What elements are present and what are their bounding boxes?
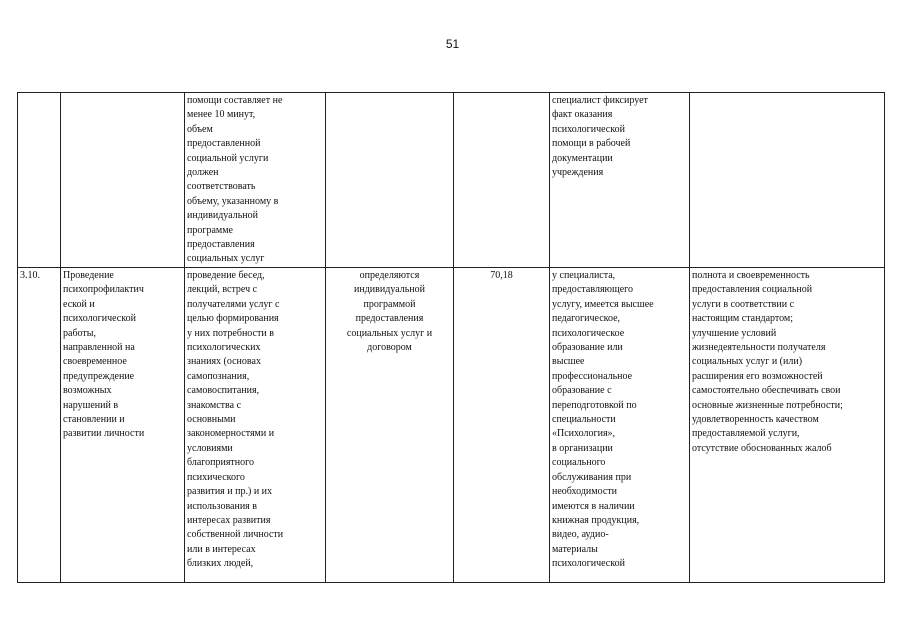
- cell-cost: [454, 268, 550, 583]
- page-number: 51: [445, 37, 460, 51]
- cell-indicators-text: полнота и своевременность предоставления социальной услуги в соответствии с настоящим стандартом; улучшение условий жизнедеятельности получателя социальных услуг и (или) расширения его возможностей самостоятельно обеспечивать свои основные жизненные потребности; удовлетворенность качеством предоставляемой услуги, отсутствие обоснованных жалоб: [692, 270, 843, 454]
- cell-number-text: 3.10.: [20, 270, 40, 281]
- cell-conditions: [550, 93, 690, 268]
- cell-cost-text: 70,18: [490, 270, 513, 281]
- table-row: [18, 93, 885, 268]
- cell-conditions-text: специалист фиксирует факт оказания психологической помощи в рабочей документации учреждения: [552, 95, 648, 179]
- cell-description-text: проведение бесед, лекций, встреч с получателями услуг с целью формирования у них потребности в психологических знаниях (основах самопознания, самовоспитания, знакомства с основными закономерностями и условиями благоприятного психического развития и пр.) и их использования в интересах развития собственной личности или в интересах близких людей,: [187, 270, 284, 570]
- cell-service-name: [61, 268, 185, 583]
- cell-term-text: определяются индивидуальной программой предоставления социальных услуг и договором: [346, 270, 433, 354]
- cell-service-name-text: Проведение психопрофилактич еской и психологической работы, направленной на своевременное предупреждение возможных нарушений в становлении и развитии личности: [63, 270, 145, 440]
- cell-term: [326, 268, 454, 583]
- cell-conditions: [550, 268, 690, 583]
- cell-description-text: помощи составляет не менее 10 минут, объем предоставленной социальной услуги должен соответствовать объему, указанному в индивидуальной программе предоставления социальных услуг: [187, 95, 283, 265]
- cell-term: [326, 93, 454, 268]
- cell-service-name: [61, 93, 185, 268]
- table-row: [18, 268, 885, 583]
- cell-conditions-text: у специалиста, предоставляющего услугу, имеется высшее педагогическое, психологическое образование или высшее профессиональное образование с переподготовкой по специальности «Психология», в организации социального обслуживания при необходимости имеются в наличии книжная продукция, видео, аудио- материалы психологической: [552, 270, 654, 570]
- cell-number: [18, 268, 61, 583]
- cell-indicators: [690, 93, 885, 268]
- cell-indicators: [690, 268, 885, 583]
- cell-description: [185, 268, 326, 583]
- cell-number: [18, 93, 61, 268]
- cell-description: [185, 93, 326, 268]
- cell-cost: [454, 93, 550, 268]
- services-table: [17, 92, 885, 583]
